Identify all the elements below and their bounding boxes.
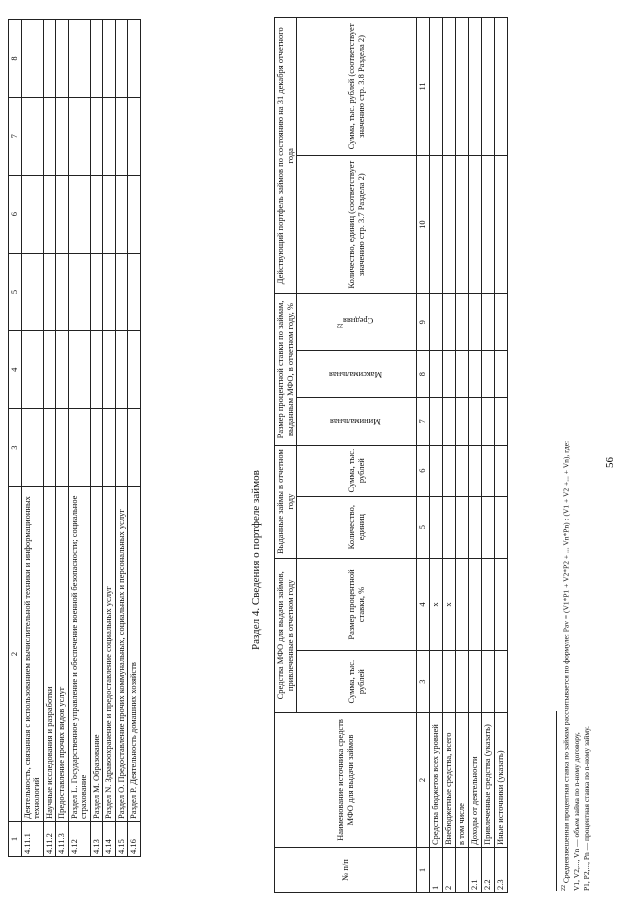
row-num: 2.3 <box>495 848 508 893</box>
row-rate <box>495 558 508 651</box>
row-code: 4.16 <box>128 822 141 857</box>
row-code: 4.13 <box>90 822 103 857</box>
row-name: Иные источники (указать) <box>495 713 508 848</box>
table-row <box>43 20 56 857</box>
header-num: № п/п <box>275 848 417 893</box>
header-loans: Выданные займы в отчетном году <box>275 445 297 558</box>
col-number: 10 <box>417 155 430 294</box>
row-num: 2.1 <box>469 848 482 893</box>
row-rate <box>456 558 469 651</box>
row-name: Раздел O. Предоставление прочих коммунальных, социальных и персональных услуг <box>115 487 128 822</box>
row-rate: x <box>430 558 443 651</box>
row-num: 2.2 <box>482 848 495 893</box>
col-number: 9 <box>417 294 430 351</box>
column-numbers-row <box>417 18 430 893</box>
table-row <box>90 20 103 857</box>
row-code: 4.12 <box>68 822 90 857</box>
row-num: 2 <box>443 848 456 893</box>
row-name: Научные исследования и разработки <box>43 487 56 822</box>
footnote-separator <box>556 711 557 891</box>
header-loans-sum: Сумма, тыс. рублей <box>297 445 417 496</box>
section-title: Раздел 4. Сведения о портфеле займов <box>250 470 262 650</box>
col-header: 7 <box>9 97 22 175</box>
header-source: Наименование источника средств МФО для выдачи займов <box>275 713 417 848</box>
col-number: 3 <box>417 651 430 713</box>
header-rate: Размер процентной ставки по займам, выданным МФО, в отчетном году, % <box>275 294 297 445</box>
col-number: 7 <box>417 398 430 445</box>
header-funds-sum: Сумма, тыс. рублей <box>297 651 417 713</box>
col-header: 8 <box>9 20 22 98</box>
page-number: 56 <box>604 457 616 468</box>
loan-portfolio-table <box>274 17 508 893</box>
footnote-ref: 22 <box>337 322 344 329</box>
header-rate-max: Максимальная <box>328 369 382 380</box>
col-header: 1 <box>9 822 22 857</box>
table-row <box>495 18 508 893</box>
table-row <box>56 20 69 857</box>
footnote-line-1: Средневзвешенная процентная ставка по займам рассчитывается по формуле: Pav = (V1*P1 + V2*P2 + ... Vn*Pn) : (V1 + V2 +... + Vn), где: <box>561 440 571 884</box>
row-rate <box>469 558 482 651</box>
row-code: 4.15 <box>115 822 128 857</box>
table-row <box>128 20 141 857</box>
table-row <box>456 18 469 893</box>
footnote-mark: 22 <box>561 885 567 891</box>
row-name: Внебюджетные средства, всего <box>443 713 456 848</box>
footnote <box>560 31 592 891</box>
row-code: 4.14 <box>103 822 116 857</box>
row-name: Предоставление прочих видов услуг <box>56 487 69 822</box>
header-rate-min: Минимальная <box>329 417 381 428</box>
row-name: Деятельность, связанная с использованием вычислительной техники и информационных технологий <box>21 487 43 822</box>
col-header: 2 <box>9 487 22 822</box>
table-row <box>430 18 443 893</box>
table-row <box>469 18 482 893</box>
header-funds-rate: Размер процентной ставки, % <box>297 558 417 651</box>
row-name: Доходы от деятельности <box>469 713 482 848</box>
footnote-line-3: P1, P2,..., Pn — процентная ставка по n-ному займу. <box>581 726 591 891</box>
row-num: 1 <box>430 848 443 893</box>
row-name: Раздел N. Здравоохранение и предоставление социальных услуг <box>103 487 116 822</box>
row-code: 4.11.2 <box>43 822 56 857</box>
table-row <box>68 20 90 857</box>
table-row <box>21 20 43 857</box>
header-funds: Средства МФО для выдачи займов, привлеченные в отчетном году <box>275 558 297 712</box>
header-port-qty: Количество, единиц (соответствует значению стр. 3.7 Раздела 2) <box>297 155 417 294</box>
table-row <box>103 20 116 857</box>
header-portfolio: Действующий портфель займов по состоянию на 31 декабря отчетного года <box>275 18 297 294</box>
table-row <box>482 18 495 893</box>
row-name: Привлеченные средства (указать) <box>482 713 495 848</box>
header-port-sum: Сумма, тыс. рублей (соответствует значению стр. 3.8 Раздела 2) <box>297 18 417 156</box>
industry-table-continued <box>8 19 141 857</box>
table-row <box>443 18 456 893</box>
row-code: 4.11.1 <box>21 822 43 857</box>
col-header: 4 <box>9 331 22 409</box>
table-row <box>115 20 128 857</box>
col-number: 2 <box>417 713 430 848</box>
row-name: в том числе <box>456 713 469 848</box>
row-name: Раздел M. Образование <box>90 487 103 822</box>
table-header-row <box>9 20 22 857</box>
row-rate <box>482 558 495 651</box>
row-name: Раздел P. Деятельность домашних хозяйств <box>128 487 141 822</box>
col-number: 1 <box>417 848 430 893</box>
col-number: 5 <box>417 496 430 558</box>
header-rate-avg: Средняя <box>343 316 374 327</box>
col-number: 8 <box>417 350 430 397</box>
col-number: 6 <box>417 445 430 496</box>
row-num <box>456 848 469 893</box>
col-header: 3 <box>9 409 22 487</box>
header-loans-qty: Количество, единиц <box>297 496 417 558</box>
row-rate: x <box>443 558 456 651</box>
row-code: 4.11.3 <box>56 822 69 857</box>
row-name: Раздел L. Государственное управление и обеспечение военной безопасности; социальное страхование <box>68 487 90 822</box>
footnote-line-2: V1, V2,..., Vn — объем займа по n-ному договору, <box>571 732 581 891</box>
row-name: Средства бюджетов всех уровней <box>430 713 443 848</box>
col-header: 6 <box>9 175 22 253</box>
col-number: 11 <box>417 18 430 156</box>
col-header: 5 <box>9 253 22 331</box>
col-number: 4 <box>417 558 430 651</box>
